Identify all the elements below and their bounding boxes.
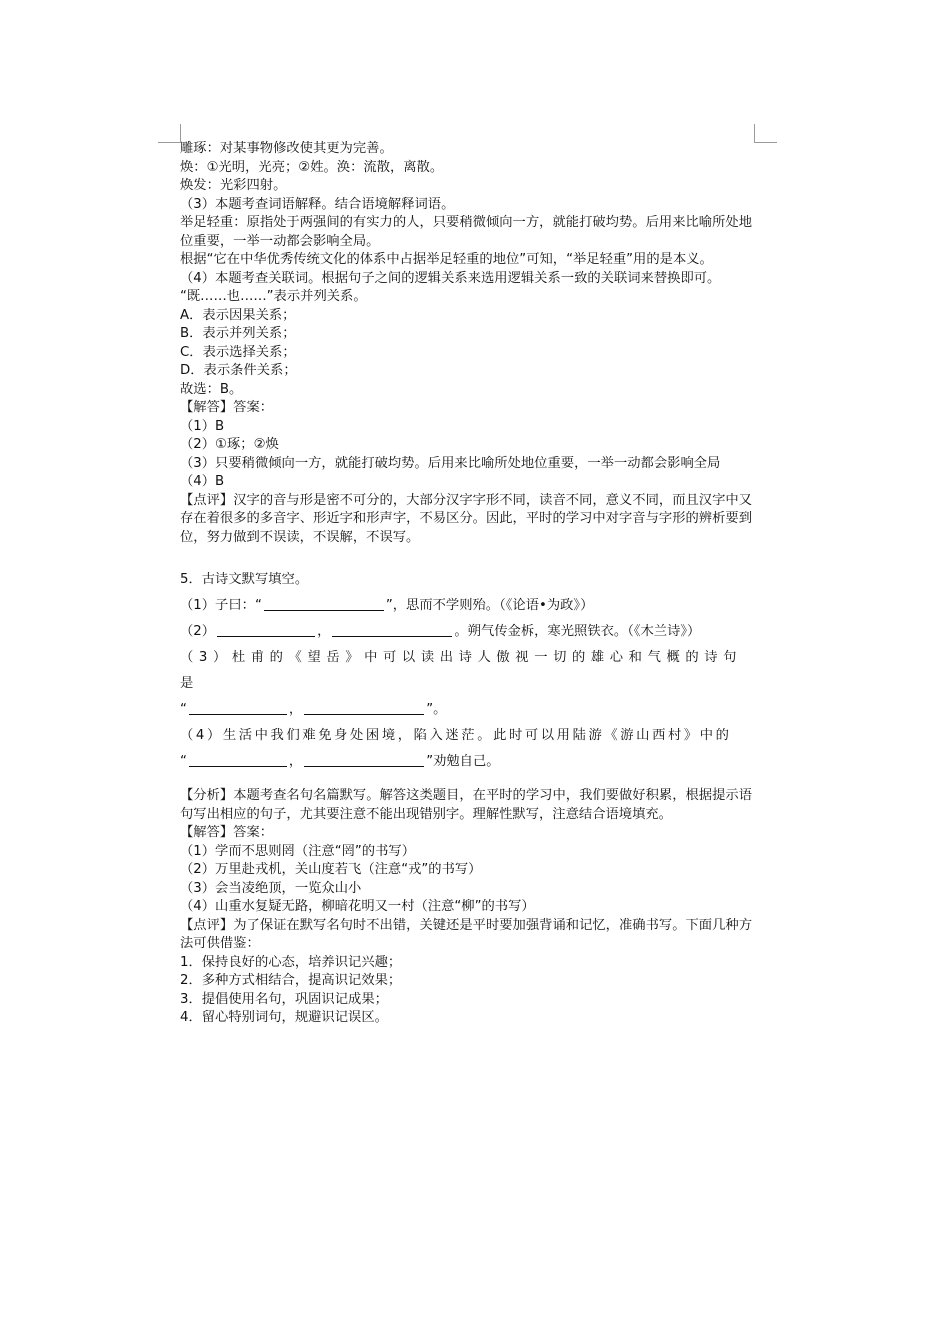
text-line: （1）学而不思则罔（注意“罔”的书写） <box>180 843 415 859</box>
q1-suffix: ”，思而不学则殆。（《论语•为政》） <box>385 598 594 613</box>
fill-blank[interactable] <box>304 752 424 767</box>
q4-close-quote: ”劝勉自己。 <box>426 754 500 769</box>
fill-blank[interactable] <box>332 622 452 637</box>
fill-blank[interactable] <box>189 700 287 715</box>
text-line: （3）会当凌绝顶，一览众山小 <box>180 880 362 896</box>
fill-blank[interactable] <box>304 700 424 715</box>
fill-blank[interactable] <box>217 622 315 637</box>
text-line: （2）万里赴戎机，关山度若飞（注意“戎”的书写） <box>180 862 482 877</box>
text-line: 雕琢：对某事物修改使其更为完善。 <box>180 141 393 156</box>
question-5-3-blanks <box>180 697 752 723</box>
text-line: （1）B <box>180 418 225 434</box>
q3-comma: ， <box>288 702 303 717</box>
q4-comma: ， <box>288 754 303 769</box>
text-line: “既……也……”表示并列关系。 <box>180 289 367 304</box>
text-line: （4）山重水复疑无路，柳暗花明又一村（注意“柳”的书写） <box>180 899 535 914</box>
q2-prefix: （2） <box>180 624 216 639</box>
comment-paragraph-2: 【点评】为了保证在默写名句时不出错，关键还是平时要加强背诵和记忆，准确书写。下面几种方法可供借鉴： <box>180 917 752 951</box>
fill-blank[interactable] <box>264 596 384 611</box>
text-line: A．表示因果关系； <box>180 307 296 323</box>
question-5-3: （3）杜甫的《望岳》中可以读出诗人傲视一切的雄心和气概的诗句是 <box>180 650 743 691</box>
text-line: （4）本题考查关联词。根据句子之间的逻辑关系来选用逻辑关系一致的关联词来替换即可。 <box>180 270 721 286</box>
q3-open-quote: “ <box>180 702 187 717</box>
q3-close-quote: ”。 <box>426 702 447 717</box>
text-line: C．表示选择关系； <box>180 344 296 360</box>
text-line: 【解答】答案： <box>180 825 274 840</box>
text-line: 故选：B。 <box>180 381 243 397</box>
fill-blank[interactable] <box>189 752 287 767</box>
text-line: （2）①琢；②焕 <box>180 437 279 452</box>
paragraph-genju: 根据“它在中华优秀传统文化的体系中占据举足轻重的地位”可知，“举足轻重”用的是本义。 <box>180 252 713 267</box>
analysis-paragraph: 【分析】本题考查名句名篇默写。解答这类题目，在平时的学习中，我们要做好积累，根据提示语句写出相应的句子，尤其要注意不能出现错别字。理解性默写，注意结合语境填充。 <box>180 788 752 822</box>
text-line: D．表示条件关系； <box>180 363 297 378</box>
text-line: B．表示并列关系； <box>180 326 296 341</box>
page-corner-mark-top-right <box>754 124 777 143</box>
document-body <box>180 140 752 1028</box>
text-line: 2．多种方式相结合，提高识记效果； <box>180 973 402 988</box>
question-5-4-blanks <box>180 749 752 775</box>
comment-paragraph: 【点评】汉字的音与形是密不可分的，大部分汉字字形不同，读音不同，意义不同，而且汉字中又存在着很多的多音字、形近字和形声字，不易区分。因此，平时的学习中对字音与字形的辨析要到位，努力做到不误读，不误解，不误写。 <box>180 492 752 545</box>
q1-prefix: （1）子曰：“ <box>180 598 262 613</box>
question-5-2 <box>180 619 752 645</box>
paragraph-jzqz: 举足轻重：原指处于两强间的有实力的人，只要稍微倾向一方，就能打破均势。后用来比喻所处地位重要，一举一动都会影响全局。 <box>180 215 752 249</box>
text-line: （3）本题考查词语解释。结合语境解释词语。 <box>180 196 455 212</box>
text-line: 焕发：光彩四射。 <box>180 178 287 193</box>
text-line: 3．提倡使用名句，巩固识记成果； <box>180 991 388 1007</box>
text-line: 1．保持良好的心态，培养识记兴趣； <box>180 954 402 970</box>
text-line: 4．留心特别词句，规避识记误区。 <box>180 1010 388 1025</box>
question-5-title: 5．古诗文默写填空。 <box>180 572 309 587</box>
answer-4: （4）B <box>180 474 225 489</box>
question-5-1 <box>180 593 752 619</box>
q4-open-quote: “ <box>180 754 187 769</box>
text-line: 焕：①光明，光亮；②姓。涣：流散，离散。 <box>180 159 444 175</box>
q2-suffix: 。朔气传金柝，寒光照铁衣。（《木兰诗》） <box>454 624 701 639</box>
question-5-4: （4）生活中我们难免身处困境，陷入迷茫。此时可以用陆游《游山西村》中的 <box>180 728 732 743</box>
text-line: 【解答】答案： <box>180 400 274 415</box>
answer-3: （3）只要稍微倾向一方，就能打破均势。后用来比喻所处地位重要，一举一动都会影响全局 <box>180 455 721 471</box>
q2-comma: ， <box>317 624 331 639</box>
page-corner-mark-top-left <box>158 124 181 143</box>
